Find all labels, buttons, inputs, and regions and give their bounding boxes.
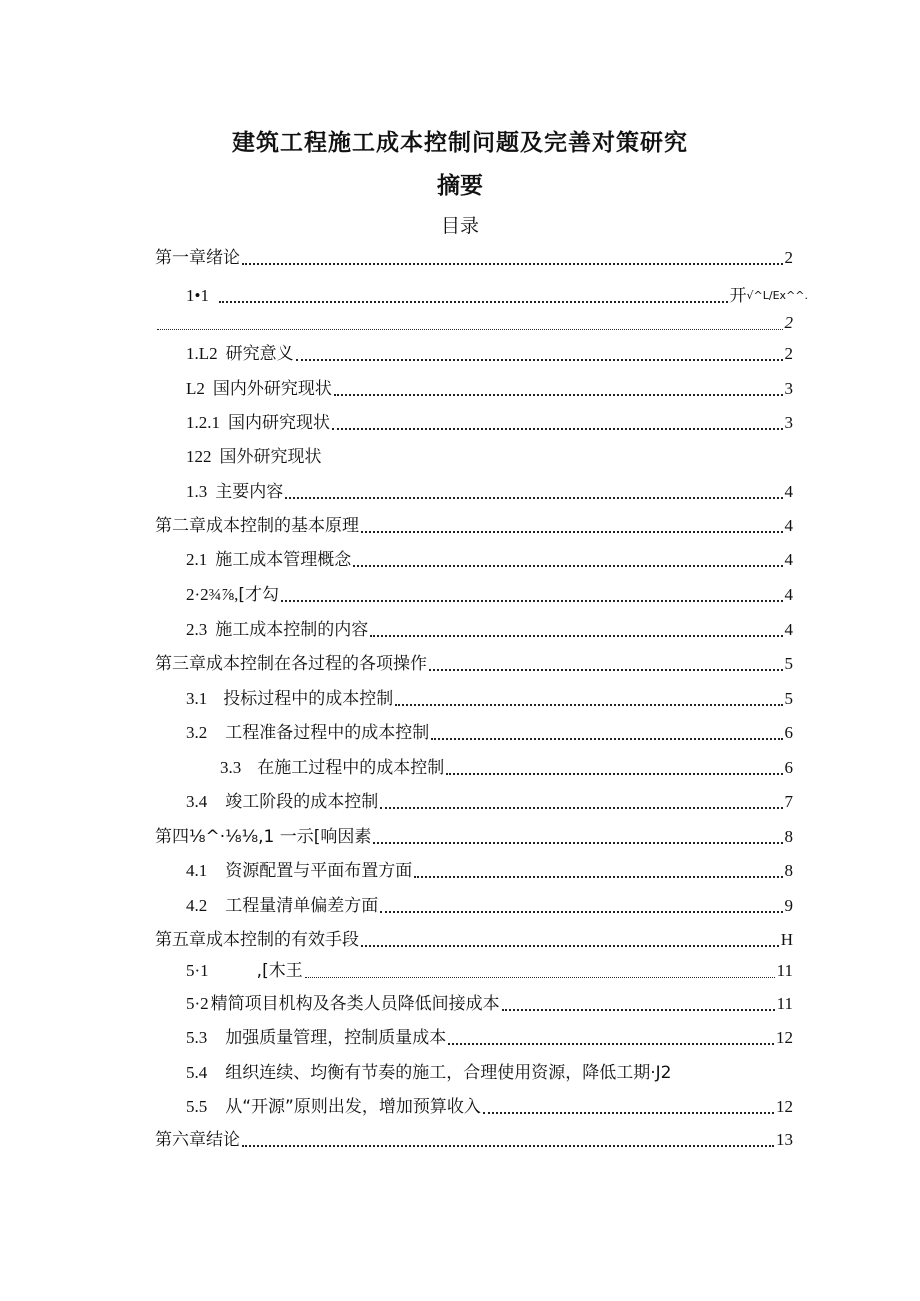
- leader-dots: [380, 807, 782, 809]
- toc-entry-number: 4.2: [186, 896, 208, 915]
- toc-entry-number: 4.1: [186, 861, 208, 880]
- toc-entry-2-1[interactable]: [186, 547, 793, 573]
- toc-page-number: 2: [784, 344, 793, 363]
- toc-entry-label: 从“开源”原则出发，增加预算收入: [225, 1097, 481, 1117]
- leader-dots: [334, 394, 783, 396]
- toc-entry-3-1[interactable]: [186, 686, 793, 712]
- toc-page-number: 4: [784, 482, 793, 501]
- toc-entry-number: 2.1: [186, 550, 208, 569]
- toc-entry-number: 3.4: [186, 792, 208, 811]
- toc-entry-label: 研究意义: [225, 344, 294, 364]
- abstract-heading: 摘要: [437, 173, 483, 199]
- leader-dots: [353, 565, 782, 567]
- toc-entry-3-2[interactable]: [186, 720, 793, 746]
- toc-entry-number: 3.2: [186, 723, 208, 742]
- toc-entry-ch3[interactable]: [155, 651, 793, 677]
- toc-entry-number: 5.5: [186, 1097, 208, 1116]
- toc-entry-5-2[interactable]: [186, 991, 793, 1017]
- toc-entry-number: 3.1: [186, 689, 208, 708]
- toc-entry-5-1[interactable]: [186, 958, 793, 984]
- leader-dots: [361, 945, 779, 947]
- toc-page-number: 4: [784, 516, 793, 535]
- toc-entry-label: 第三章成本控制在各过程的各项操作: [155, 654, 427, 674]
- leader-dots: [296, 359, 783, 361]
- toc-entry-2-3[interactable]: [186, 617, 793, 643]
- leader-dots: [446, 773, 782, 775]
- toc-entry-5-5[interactable]: [186, 1094, 793, 1120]
- toc-entry-label: 工程准备过程中的成本控制: [225, 723, 430, 743]
- toc-entry-label: 组织连续、均衡有节奏的施工，合理使用资源，降低工期·J2: [225, 1063, 672, 1083]
- leader-dots: [502, 1009, 775, 1011]
- toc-entry-label: 第五章成本控制的有效手段: [155, 930, 359, 950]
- toc-page-number: 4: [784, 620, 793, 639]
- toc-page-number: 4: [784, 585, 793, 604]
- toc-entry-label: 国外研究现状: [219, 447, 322, 467]
- toc-entry-label: 第六章结论: [155, 1130, 240, 1150]
- toc-entry-number: 5.3: [186, 1028, 208, 1047]
- toc-page-number: 12: [776, 1028, 793, 1047]
- toc-entry-label: 第一章绪论: [155, 248, 240, 268]
- toc-entry-label: 第四⅛^·⅛⅛,1 一示[响因素: [155, 827, 372, 847]
- toc-page-number: 13: [776, 1130, 793, 1149]
- toc-entry-label: 工程量清单偏差方面: [225, 896, 379, 916]
- document-title: 建筑工程施工成本控制问题及完善对策研究: [232, 130, 688, 156]
- toc-entry-label: 国内外研究现状: [212, 379, 332, 399]
- leader-dots: [395, 704, 782, 706]
- toc-entry-3-4[interactable]: [186, 789, 793, 815]
- leader-dots: [373, 842, 782, 844]
- leader-dots: [332, 428, 783, 430]
- toc-entry-number: 2.3: [186, 620, 208, 639]
- toc-entry-label: 精简项目机构及各类人员降低间接成本: [210, 994, 500, 1014]
- toc-entry-4-2[interactable]: [186, 893, 793, 919]
- toc-page-number: 9: [784, 896, 793, 915]
- leader-dots: [429, 669, 783, 671]
- toc-page-number: 3: [784, 413, 793, 432]
- toc-entry-5-3[interactable]: [186, 1025, 793, 1051]
- toc-entry-ch5[interactable]: [155, 927, 793, 953]
- leader-dots: [242, 263, 783, 265]
- toc-entry-label: 加强质量管理，控制质量成本: [225, 1028, 447, 1048]
- toc-entry-label: 第二章成本控制的基本原理: [155, 516, 359, 536]
- toc-entry-label: 国内研究现状: [228, 413, 330, 433]
- toc-entry-number: 5·2: [186, 994, 209, 1013]
- toc-entry-label: 主要内容: [215, 482, 284, 502]
- leader-dots: [281, 600, 782, 602]
- toc-entry-l2[interactable]: [186, 376, 793, 402]
- toc-entry-2-2[interactable]: [186, 582, 793, 608]
- toc-entry-label: ,[木王: [256, 961, 303, 981]
- leader-dots: [242, 1145, 774, 1147]
- toc-entry-label: 投标过程中的成本控制: [223, 689, 394, 709]
- toc-entry-number: 1.3: [186, 482, 208, 501]
- toc-entry-1-1-continued[interactable]: [155, 310, 793, 336]
- toc-page-number: 2: [784, 313, 793, 332]
- toc-entry-4-1[interactable]: [186, 858, 793, 884]
- toc-entry-number: 2·2¾⅞,: [186, 585, 239, 604]
- toc-entry-number: L2: [186, 379, 205, 398]
- toc-page-number: 4: [784, 550, 793, 569]
- leader-dots: [483, 1112, 774, 1114]
- toc-entry-number: 1•1: [186, 286, 209, 305]
- toc-entry-number: 5.4: [186, 1063, 208, 1082]
- toc-entry-label: 施工成本控制的内容: [215, 620, 369, 640]
- toc-page-number: 5: [784, 689, 793, 708]
- leader-dots: [431, 738, 782, 740]
- leader-dots: [448, 1043, 774, 1045]
- toc-page-number: 7: [784, 792, 793, 811]
- toc-entry-5-4[interactable]: [186, 1060, 793, 1086]
- toc-entry-number: 1.L2: [186, 344, 218, 363]
- toc-entry-number: 122: [186, 447, 212, 466]
- toc-page-number: 11: [776, 961, 793, 980]
- toc-entry-label: 资源配置与平面布置方面: [225, 861, 413, 881]
- toc-entry-label: 在施工过程中的成本控制: [257, 758, 445, 778]
- toc-entry-1-3[interactable]: [186, 479, 793, 505]
- toc-heading: 目录: [440, 215, 479, 237]
- leader-dots: [380, 911, 782, 913]
- toc-entry-1-2-2[interactable]: [186, 444, 586, 470]
- leader-dots: [285, 497, 782, 499]
- toc-entry-number: 3.3: [220, 758, 242, 777]
- toc-page-number: 11: [776, 994, 793, 1013]
- toc-page-number: 6: [784, 723, 793, 742]
- toc-entry-ch4[interactable]: [155, 824, 793, 850]
- toc-entry-label: 施工成本管理概念: [215, 550, 352, 570]
- toc-page-number: H: [780, 930, 793, 949]
- toc-page-number: 6: [784, 758, 793, 777]
- leader-dots: [370, 635, 782, 637]
- toc-entry-number: 1.2.1: [186, 413, 220, 432]
- toc-entry-number: 5·1: [186, 961, 209, 980]
- toc-page-number: 2: [784, 248, 793, 267]
- toc-entry-1-2-1[interactable]: [186, 410, 793, 436]
- toc-entry-ch2[interactable]: [155, 513, 793, 539]
- toc-page-number: 3: [784, 379, 793, 398]
- leader-dots: [414, 876, 782, 878]
- toc-garbled-tail: √^L∕Ex^^.: [746, 289, 808, 302]
- toc-page-number: 开: [729, 286, 747, 306]
- toc-entry-label: [才勾: [238, 585, 280, 605]
- toc-entry-label: 竣工阶段的成本控制: [225, 792, 379, 812]
- toc-entry-ch1[interactable]: [155, 245, 793, 271]
- leader-dots: [361, 531, 783, 533]
- toc-entry-ch6[interactable]: [155, 1127, 793, 1153]
- toc-entry-1-1[interactable]: [186, 283, 808, 309]
- leader-dots: [219, 301, 728, 303]
- leader-dots: [157, 329, 783, 330]
- toc-page-number: 5: [784, 654, 793, 673]
- leader-dots: [305, 977, 775, 978]
- toc-page-number: 8: [784, 861, 793, 880]
- toc-entry-1-2[interactable]: [186, 341, 793, 367]
- toc-entry-3-3[interactable]: [220, 755, 793, 781]
- toc-page-number: 8: [784, 827, 793, 846]
- toc-page-number: 12: [776, 1097, 793, 1116]
